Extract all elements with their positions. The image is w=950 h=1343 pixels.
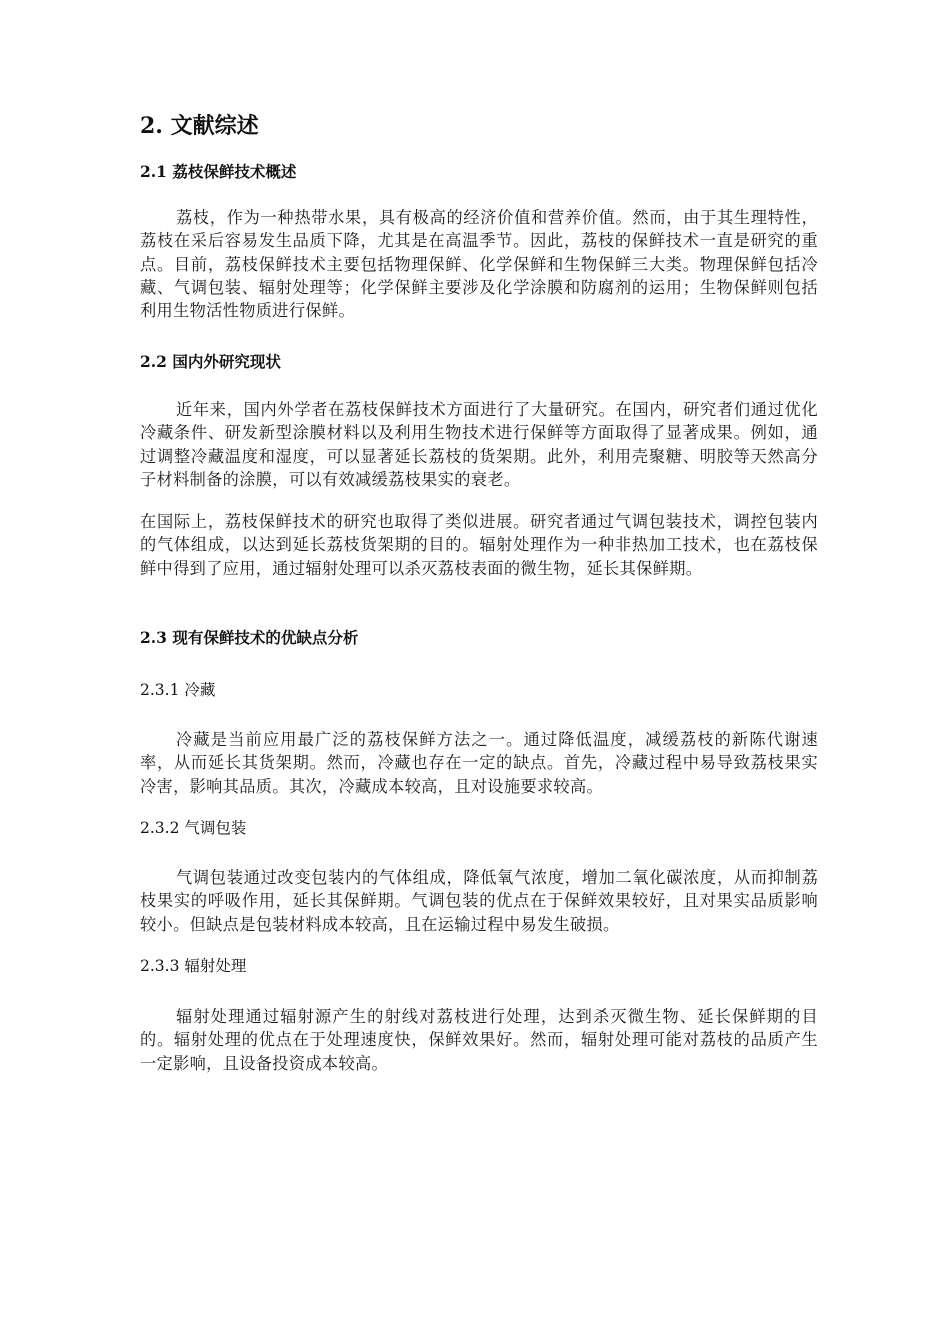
heading-2-2: 2.2 国内外研究现状	[140, 352, 281, 371]
heading-2-1: 2.1 荔枝保鲜技术概述	[140, 162, 297, 181]
heading-2-3: 2.3 现有保鲜技术的优缺点分析	[140, 628, 359, 647]
paragraph-research-international: 在国际上，荔枝保鲜技术的研究也取得了类似进展。研究者通过气调包装技术，调控包装内的气体组成，以达到延长荔枝货架期的目的。辐射处理作为一种非热加工技术，也在荔枝保鲜中得到了应用，通过辐射处理可以杀灭荔枝表面的微生物，延长其保鲜期。	[140, 512, 818, 578]
heading-2-3-1: 2.3.1 冷藏	[140, 681, 216, 699]
paragraph-overview: 荔枝，作为一种热带水果，具有极高的经济价值和营养价值。然而，由于其生理特性，荔枝在采后容易发生品质下降，尤其是在高温季节。因此，荔枝的保鲜技术一直是研究的重点。目前，荔枝保鲜技术主要包括物理保鲜、化学保鲜和生物保鲜三大类。物理保鲜包括冷藏、气调包装、辐射处理等；化学保鲜主要涉及化学涂膜和防腐剂的运用；生物保鲜则包括利用生物活性物质进行保鲜。	[140, 208, 818, 321]
paragraph-irradiation: 辐射处理通过辐射源产生的射线对荔枝进行处理，达到杀灭微生物、延长保鲜期的目的。辐射处理的优点在于处理速度快，保鲜效果好。然而，辐射处理可能对荔枝的品质产生一定影响，且设备投资成本较高。	[140, 1007, 818, 1073]
paragraph-modified-atmosphere: 气调包装通过改变包装内的气体组成，降低氧气浓度，增加二氧化碳浓度，从而抑制荔枝果实的呼吸作用，延长其保鲜期。气调包装的优点在于保鲜效果较好，且对果实品质影响较小。但缺点是包装材料成本较高，且在运输过程中易发生破损。	[140, 868, 818, 934]
section-title: 2. 文献综述	[140, 113, 259, 139]
heading-2-3-3: 2.3.3 辐射处理	[140, 957, 247, 975]
heading-2-3-2: 2.3.2 气调包装	[140, 819, 247, 837]
paragraph-cold-storage: 冷藏是当前应用最广泛的荔枝保鲜方法之一。通过降低温度，减缓荔枝的新陈代谢速率，从而延长其货架期。然而，冷藏也存在一定的缺点。首先，冷藏过程中易导致荔枝果实冷害，影响其品质。其次，冷藏成本较高，且对设施要求较高。	[140, 730, 818, 796]
paragraph-research-domestic: 近年来，国内外学者在荔枝保鲜技术方面进行了大量研究。在国内，研究者们通过优化冷藏条件、研发新型涂膜材料以及利用生物技术进行保鲜等方面取得了显著成果。例如，通过调整冷藏温度和湿度，可以显著延长荔枝的货架期。此外，利用壳聚糖、明胶等天然高分子材料制备的涂膜，可以有效减缓荔枝果实的衰老。	[140, 400, 818, 489]
